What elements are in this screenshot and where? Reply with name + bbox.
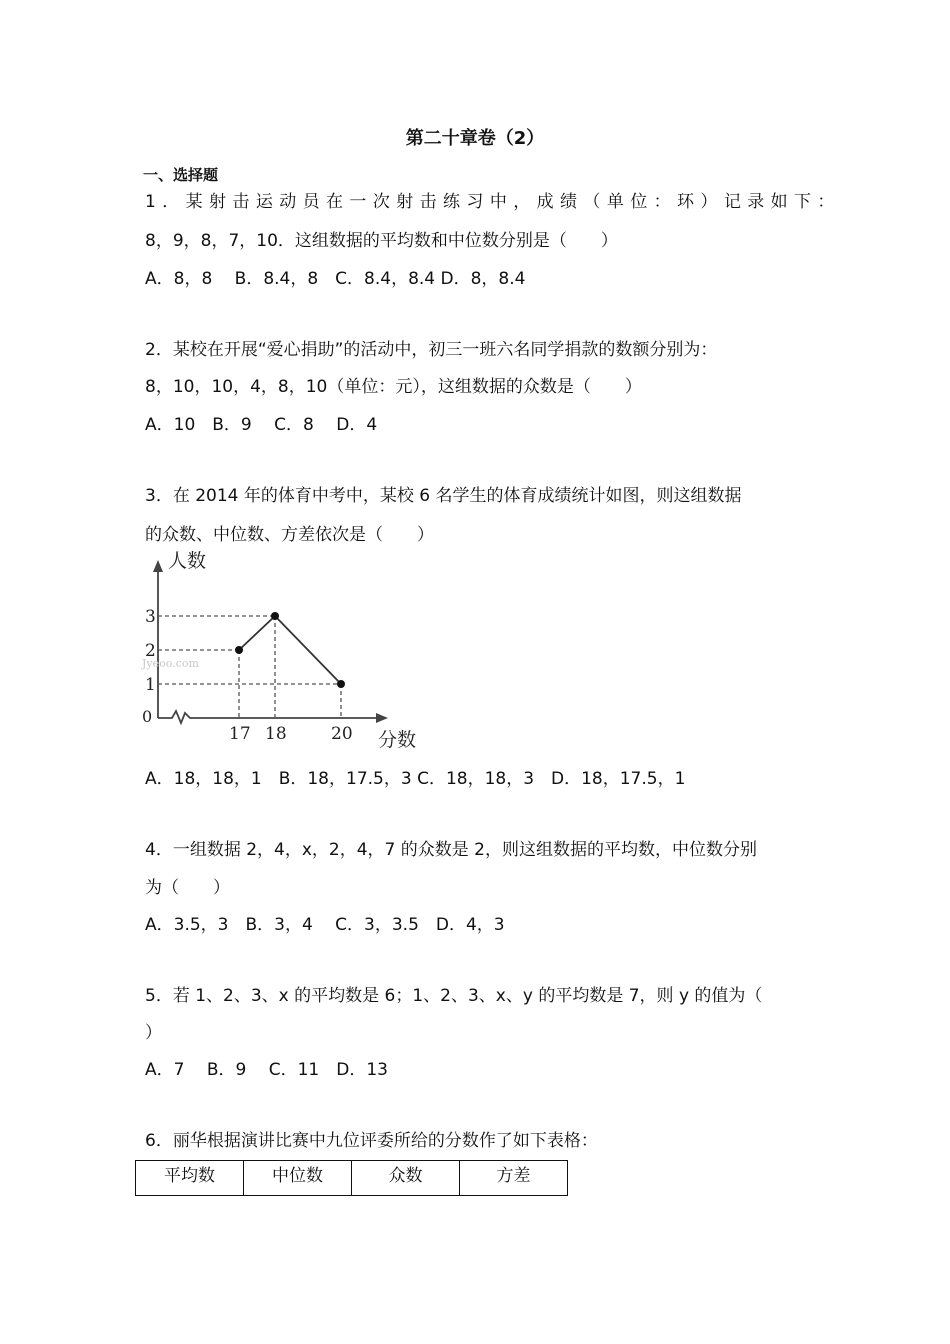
q1-stem-line1: 1．某射击运动员在一次射击练习中，成绩（单位：环）记录如下： [145,192,841,212]
table-header-cell: 平均数 [136,1161,244,1196]
q4-stem-line2: 为（ ） [145,878,230,898]
q3-stem-line2: 的众数、中位数、方差依次是（ ） [145,525,434,545]
y-tick-label: 2 [145,641,156,661]
watermark: Jyeoo.com [142,657,199,670]
q2-stem-line2: 8，10，10，4，8，10（单位：元），这组数据的众数是（ ） [145,377,642,397]
x-axis-label: 分数 [378,729,417,751]
table-header-cell: 方差 [460,1161,568,1196]
y-tick-label: 3 [145,607,156,627]
table-header-cell: 中位数 [244,1161,352,1196]
q3-options: A．18，18，1 B．18，17.5，3 C．18，18，3 D．18，17.5，1 [145,769,686,789]
q4-stem-line1: 4．一组数据 2，4，x，2，4，7 的众数是 2，则这组数据的平均数，中位数分别 [145,840,757,860]
y-axis-label: 人数 [168,550,207,572]
section-heading: 一、选择题 [143,166,219,184]
x-tick-label: 20 [331,724,353,744]
series-line [239,616,341,684]
table-header-cell: 众数 [352,1161,460,1196]
data-point [271,612,279,620]
x-tick-label: 18 [265,724,287,744]
q1-options: A．8，8 B．8.4，8 C．8.4，8.4 D．8，8.4 [145,269,526,289]
q6-table [135,1160,568,1196]
x-axis-arrow [376,713,388,723]
score-line-chart [138,548,428,753]
x-axis [158,711,378,723]
q1-stem-line2: 8，9，8，7，10．这组数据的平均数和中位数分别是（ ） [145,231,618,251]
q5-options: A．7 B．9 C．11 D．13 [145,1060,388,1080]
q2-stem-line1: 2．某校在开展“爱心捐助”的活动中，初三一班六名同学捐款的数额分别为： [145,340,718,360]
data-point [235,646,243,654]
x-tick-label: 17 [229,724,251,744]
data-point [337,680,345,688]
q3-stem-line1: 3．在 2014 年的体育中考中，某校 6 名学生的体育成绩统计如图，则这组数据 [145,486,742,506]
origin-label: 0 [142,707,153,726]
q5-stem-line1: 5．若 1、2、3、x 的平均数是 6；1、2、3、x、y 的平均数是 7，则 y 的值为（ [145,986,763,1006]
page-title: 第二十章卷（2） [405,128,545,149]
table-row [136,1161,568,1196]
q6-stem: 6．丽华根据演讲比赛中九位评委所给的分数作了如下表格： [145,1131,598,1151]
q4-options: A．3.5，3 B．3，4 C．3，3.5 D．4，3 [145,915,505,935]
y-tick-label: 1 [145,675,156,695]
q2-options: A．10 B．9 C．8 D．4 [145,415,378,435]
y-axis-arrow [153,560,163,572]
q5-stem-line2: ） [145,1023,162,1043]
